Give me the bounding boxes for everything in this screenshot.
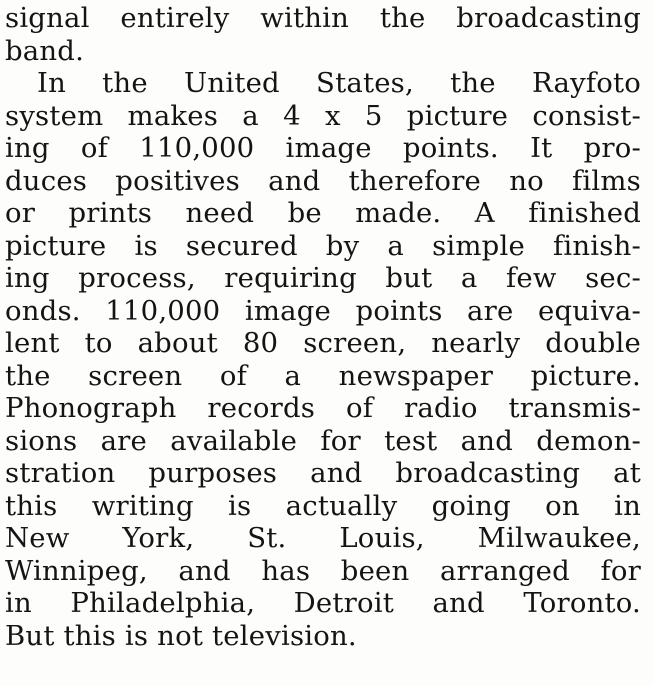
text-line: band. — [5, 34, 85, 67]
text-line: stration purposes and broadcasting at — [5, 457, 641, 489]
text-line: In the United States, the Rayfoto — [37, 67, 641, 99]
text-line: duces positives and therefore no films — [5, 164, 641, 197]
text-line: system makes a 4 x 5 picture consist- — [5, 99, 641, 132]
text-line: this writing is actually going on in — [5, 489, 641, 522]
text-line: or prints need be made. A finished — [5, 197, 641, 229]
text-line: onds. 110,000 image points are equiva- — [5, 294, 641, 327]
text-line: in Philadelphia, Detroit and Toronto. — [5, 587, 641, 619]
text-line: the screen of a newspaper picture. — [5, 359, 641, 392]
text-line: ing of 110,000 image points. It pro- — [5, 132, 641, 164]
text-line: sions are available for test and demon- — [5, 424, 641, 457]
text-line: lent to about 80 screen, nearly double — [5, 327, 641, 359]
text-line: ing process, requiring but a few sec- — [5, 262, 641, 294]
text-line: signal entirely within the broadcasting — [5, 2, 641, 34]
text-line: picture is secured by a simple finish- — [5, 229, 641, 262]
text-line: But this is not television. — [5, 619, 357, 652]
paragraph-1 — [5, 2, 641, 67]
text-line: Winnipeg, and has been arranged for — [5, 554, 641, 587]
text-line: New York, St. Louis, Milwaukee, — [5, 522, 641, 554]
paragraph-2 — [5, 67, 641, 652]
text-line: Phonograph records of radio transmis- — [5, 392, 641, 424]
